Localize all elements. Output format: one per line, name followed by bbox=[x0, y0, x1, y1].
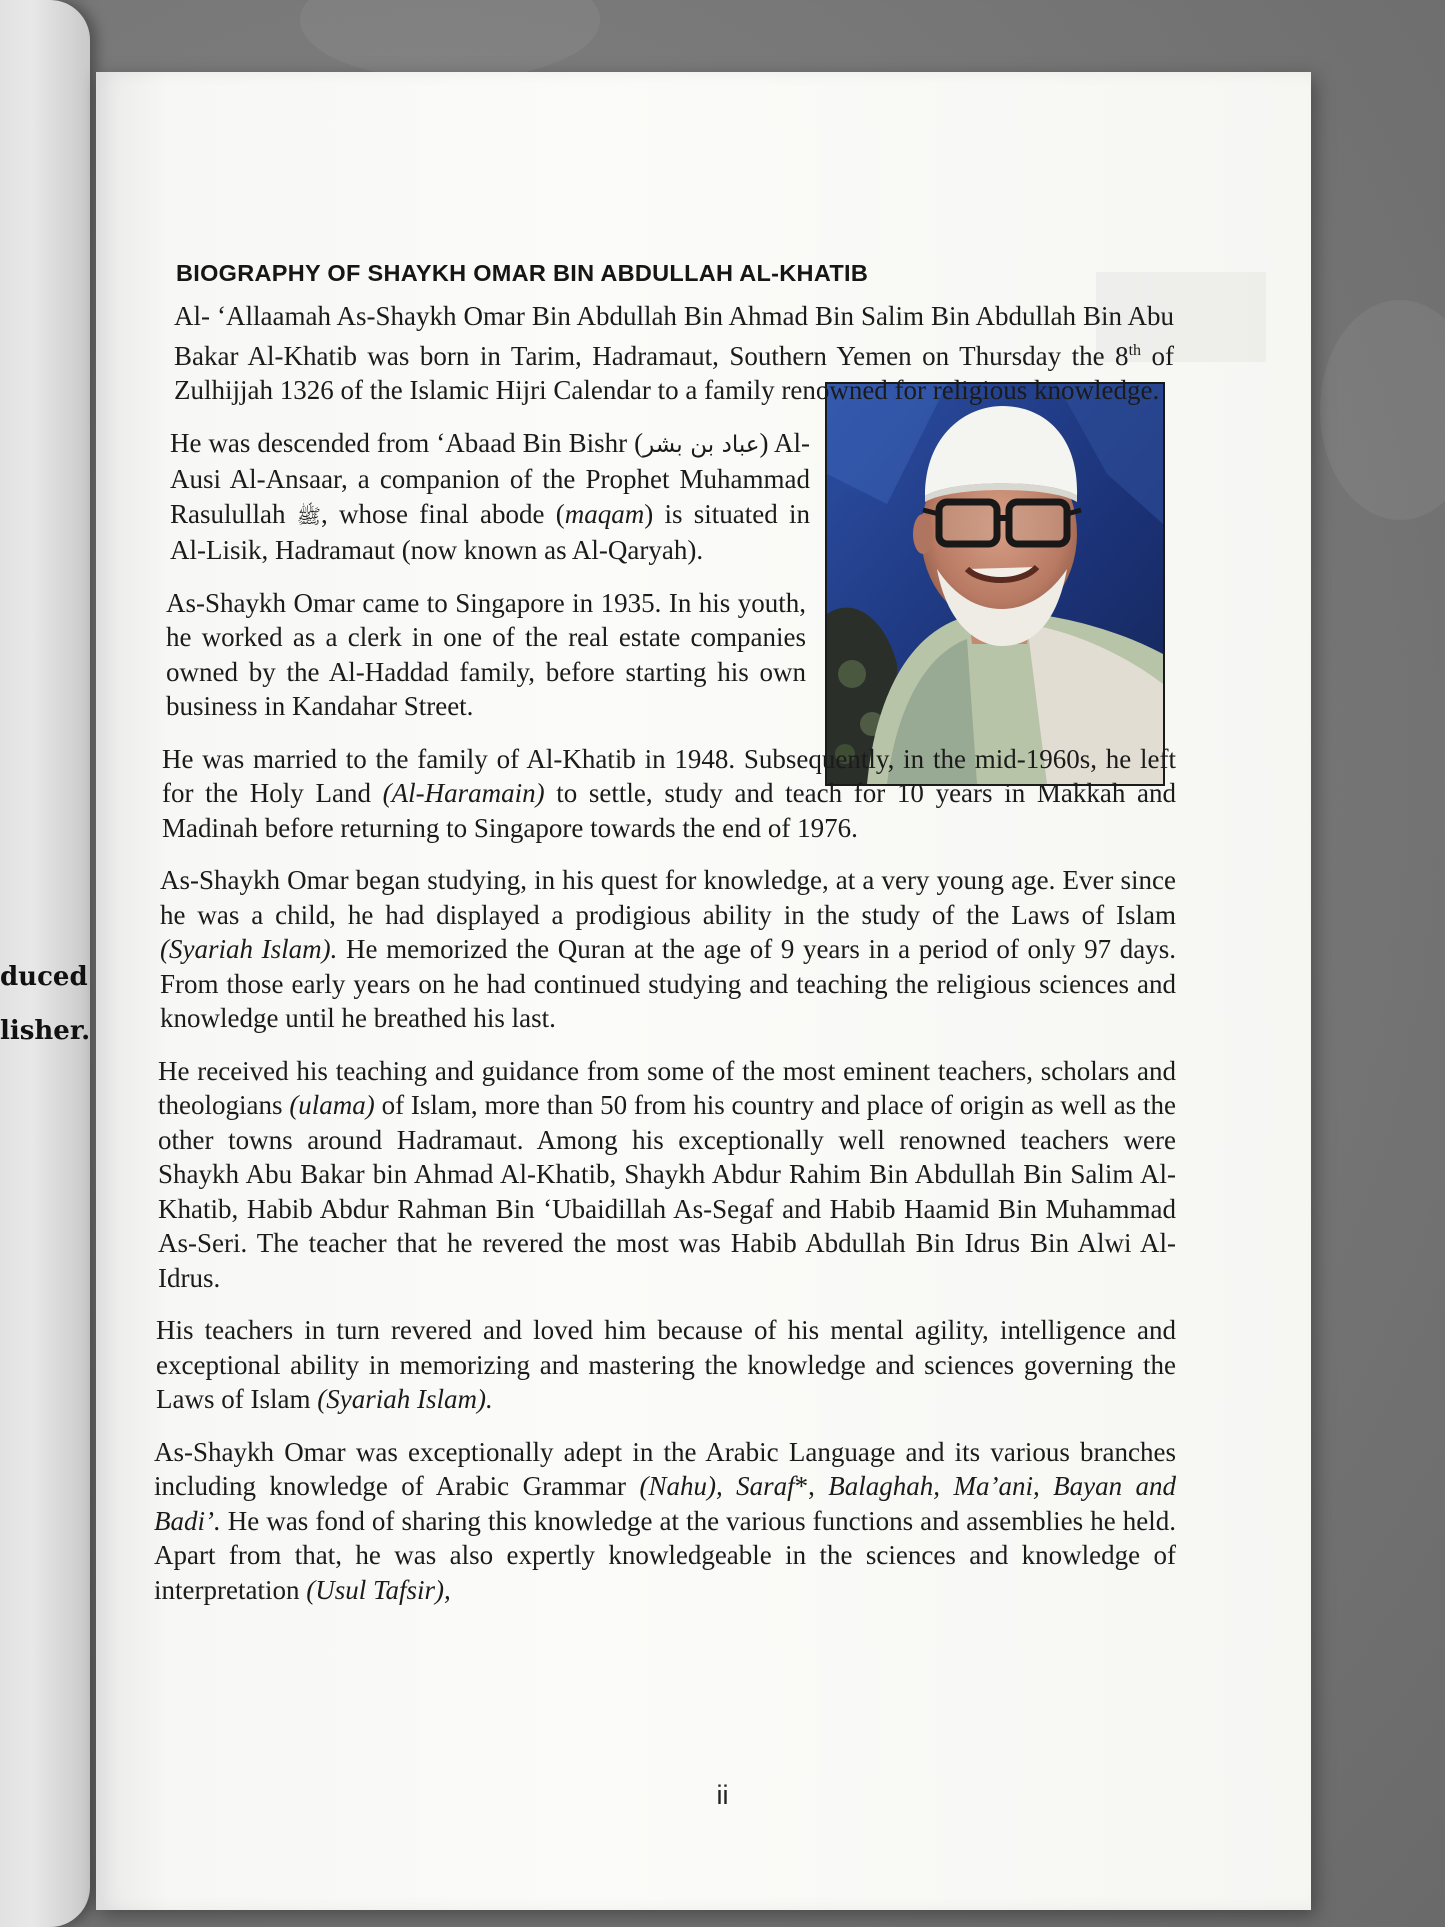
background-texture bbox=[1320, 300, 1445, 520]
paragraph-text: His teachers in turn revered and loved him because of his mental agility, intelligence and exceptional ability in memorizing and mastering the knowledge and sciences governing the Laws of Islam bbox=[156, 1315, 1176, 1414]
paragraph-singapore: As-Shaykh Omar came to Singapore in 1935. In his youth, he worked as a clerk in one of the real estate companies owned by the Al-Haddad family, before starting his own business in Kandahar Street. bbox=[166, 587, 806, 721]
italic-term: maqam bbox=[564, 498, 645, 529]
paragraph-text: to settle, study and teach for 10 years in Makkah and Madinah before returning to Singapore towards the end of 1976. bbox=[162, 778, 1176, 843]
paragraph-birth bbox=[174, 299, 1174, 408]
italic-term: (Usul Tafsir), bbox=[306, 1574, 451, 1605]
paragraph-text: He memorized the Quran at the age of 9 years in a period of only 97 days. From those early years on he had continued studying and teaching the religious sciences and knowledge until he breathed his last. bbox=[160, 934, 1176, 1033]
paragraph-text: of Islam, more than 50 from his country and place of origin as well as the other towns around Hadramaut. Among his exceptionally well renowned teachers were Shaykh Abu Bakar bin Ahmad Al-Khatib, Shaykh Abdur Rahim Bin Abdullah Bin Salim Al-Khatib, Habib Abdur Rahman Bin ‘Ubaidillah As-Segaf and Habib Haamid Bin Muhammad As-Seri. The teacher that he revered the most was Habib Abdullah Bin Idrus Bin Alwi Al-Idrus. bbox=[158, 1090, 1176, 1293]
paragraph-text: As-Shaykh Omar began studying, in his quest for knowledge, at a very young age. Ever since he was a child, he had displayed a prodigious ability in the study of the Laws of Islam bbox=[160, 865, 1176, 930]
page-title: BIOGRAPHY OF SHAYKH OMAR BIN ABDULLAH AL-KHATIB bbox=[176, 260, 869, 286]
italic-term: Balaghah, Ma’ani, Bayan and Badi’. bbox=[154, 1471, 1176, 1536]
previous-page-edge bbox=[0, 0, 90, 1927]
paragraph-text: *, bbox=[794, 1471, 829, 1501]
honorific-symbol: ﷺ bbox=[296, 503, 321, 528]
paragraph-text: , whose final abode ( bbox=[320, 498, 565, 529]
paragraph-text: ) Al-Ausi Al-Ansaar, a companion of the Prophet Muhammad Rasulullah bbox=[170, 427, 810, 529]
paragraph-text: of Zulhijjah 1326 of the Islamic Hijri Calendar to a family renowned for religious knowledge. bbox=[174, 340, 1174, 405]
paragraph-text: As-Shaykh Omar was exceptionally adept in the Arabic Language and its various branches including knowledge of Arabic Grammar bbox=[154, 1436, 1176, 1501]
paragraph-teachers bbox=[158, 1054, 1176, 1296]
italic-term: (Nahu), Saraf bbox=[639, 1471, 795, 1501]
paragraph-studies bbox=[160, 863, 1176, 1036]
paragraph-lineage bbox=[170, 426, 810, 568]
arabic-name: عباد بن بشر bbox=[643, 431, 760, 458]
paragraph-arabic-language bbox=[154, 1435, 1176, 1608]
background-texture bbox=[300, 0, 600, 80]
paragraph-text: Al- ‘Allaamah As-Shaykh Omar Bin Abdullah Bin Ahmad Bin Salim Bin Abdullah Bin Abu Bakar Al-Khatib was born in Tarim, Hadramaut, Southern Yemen on Thursday the 8 bbox=[174, 301, 1174, 371]
paragraph-text: He was fond of sharing this knowledge at the various functions and assemblies he held. Apart from that, he was also expertly knowledgeable in the sciences and knowledge of interpretation bbox=[154, 1505, 1176, 1605]
previous-page-text-fragment: lisher. bbox=[0, 1016, 91, 1046]
paragraph-text: He was married to the family of Al-Khatib in 1948. Subsequently, in the mid-1960s, he left for the Holy Land bbox=[162, 743, 1176, 808]
italic-term: (Syariah Islam). bbox=[160, 934, 338, 964]
paragraph-text: He received his teaching and guidance from some of the most eminent teachers, scholars and theologians bbox=[158, 1055, 1176, 1120]
page-number: ii bbox=[716, 1780, 729, 1810]
italic-term: (Al-Haramain) bbox=[382, 778, 545, 808]
paragraph-text: He was descended from ‘Abaad Bin Bishr ( bbox=[170, 427, 644, 458]
italic-term: (Syariah Islam). bbox=[317, 1384, 493, 1414]
ordinal-suffix: th bbox=[1128, 341, 1142, 359]
paragraph-reverence bbox=[156, 1313, 1176, 1417]
previous-page-text-fragment: duced bbox=[0, 962, 88, 992]
paragraph-marriage bbox=[162, 742, 1176, 846]
paragraph-text: ) is situated in Al-Lisik, Hadramaut (now known as Al-Qaryah). bbox=[170, 498, 810, 565]
page-content bbox=[156, 260, 1176, 1625]
italic-term: (ulama) bbox=[289, 1090, 375, 1120]
